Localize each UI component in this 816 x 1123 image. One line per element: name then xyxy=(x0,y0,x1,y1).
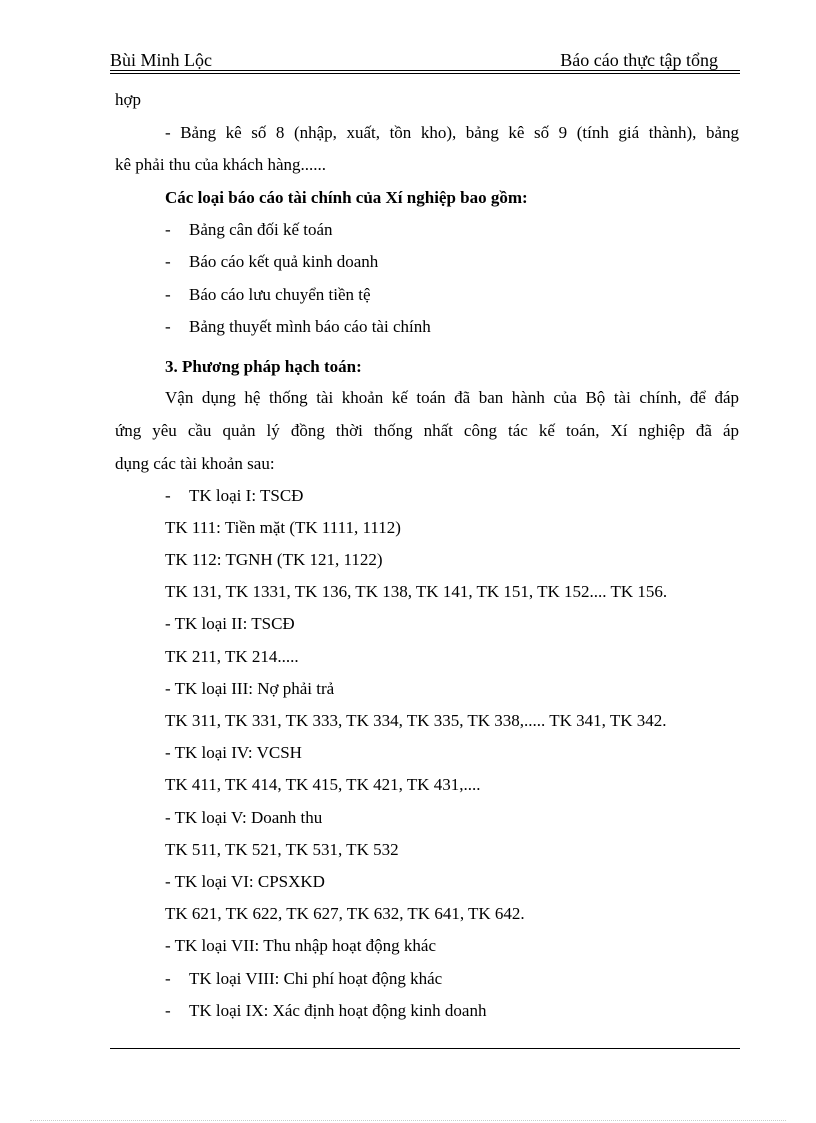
list-item-text: Báo cáo kết quả kinh doanh xyxy=(189,252,379,271)
header-rule-double xyxy=(110,73,740,74)
list-item-text: Bảng cân đối kế toán xyxy=(189,220,333,239)
account-line: TK 621, TK 622, TK 627, TK 632, TK 641, TK 642. xyxy=(165,904,525,923)
bullet-dash: - xyxy=(165,969,171,988)
list-item-text: TK loại VIII: Chi phí hoạt động khác xyxy=(189,969,443,988)
account-type-line: - TK loại IV: VCSH xyxy=(165,743,302,762)
account-line: TK 511, TK 521, TK 531, TK 532 xyxy=(165,840,399,859)
account-line: TK 411, TK 414, TK 415, TK 421, TK 431,.... xyxy=(165,775,481,794)
bullet-dash: - xyxy=(165,1001,171,1020)
account-line: TK 131, TK 1331, TK 136, TK 138, TK 141, TK 151, TK 152.... TK 156. xyxy=(165,582,668,601)
account-type-line: - TK loại V: Doanh thu xyxy=(165,808,323,827)
account-type-line: - TK loại VII: Thu nhập hoạt động khác xyxy=(165,936,437,955)
page-header xyxy=(110,50,740,72)
bullet-dash: - xyxy=(165,486,171,505)
bullet-dash: - xyxy=(165,317,171,336)
list-item-text: Bảng thuyết mình báo cáo tài chính xyxy=(189,317,431,336)
account-type-line: - TK loại III: Nợ phải trả xyxy=(165,679,335,698)
account-line: TK 111: Tiền mặt (TK 1111, 1112) xyxy=(165,518,401,537)
account-type-line: - TK loại VI: CPSXKD xyxy=(165,872,325,891)
paragraph-line: ứng yêu cầu quản lý đồng thời thống nhất công tác kế toán, Xí nghiệp đã áp xyxy=(115,421,739,440)
account-line: TK 211, TK 214..... xyxy=(165,647,299,666)
list-item-text: TK loại I: TSCĐ xyxy=(189,486,304,505)
list-item-text: TK loại IX: Xác định hoạt động kinh doanh xyxy=(189,1001,487,1020)
bullet-dash: - xyxy=(165,220,171,239)
footer-rule xyxy=(110,1048,740,1049)
account-line: TK 311, TK 331, TK 333, TK 334, TK 335, TK 338,..... TK 341, TK 342. xyxy=(165,711,667,730)
paragraph-line: dụng các tài khoản sau: xyxy=(115,454,275,473)
header-report-title: Báo cáo thực tập tổng xyxy=(560,50,718,70)
text-line: hợp xyxy=(115,90,141,109)
section-title: 3. Phương pháp hạch toán: xyxy=(165,357,362,376)
paragraph-line: Vận dụng hệ thống tài khoản kế toán đã ban hành của Bộ tài chính, để đáp xyxy=(165,388,739,407)
header-author: Bùi Minh Lộc xyxy=(110,50,212,70)
account-line: TK 112: TGNH (TK 121, 1122) xyxy=(165,550,383,569)
text-line: kê phải thu của khách hàng...... xyxy=(115,155,327,174)
subheading: Các loại báo cáo tài chính của Xí nghiệp bao gồm: xyxy=(165,188,528,207)
text-line: - Bảng kê số 8 (nhập, xuất, tồn kho), bảng kê số 9 (tính giá thành), bảng xyxy=(165,123,739,142)
bullet-dash: - xyxy=(165,285,171,304)
list-item-text: Báo cáo lưu chuyển tiền tệ xyxy=(189,285,371,304)
header-rule xyxy=(110,70,740,71)
bullet-dash: - xyxy=(165,252,171,271)
page-edge-guide xyxy=(30,1120,786,1121)
account-type-line: - TK loại II: TSCĐ xyxy=(165,614,295,633)
